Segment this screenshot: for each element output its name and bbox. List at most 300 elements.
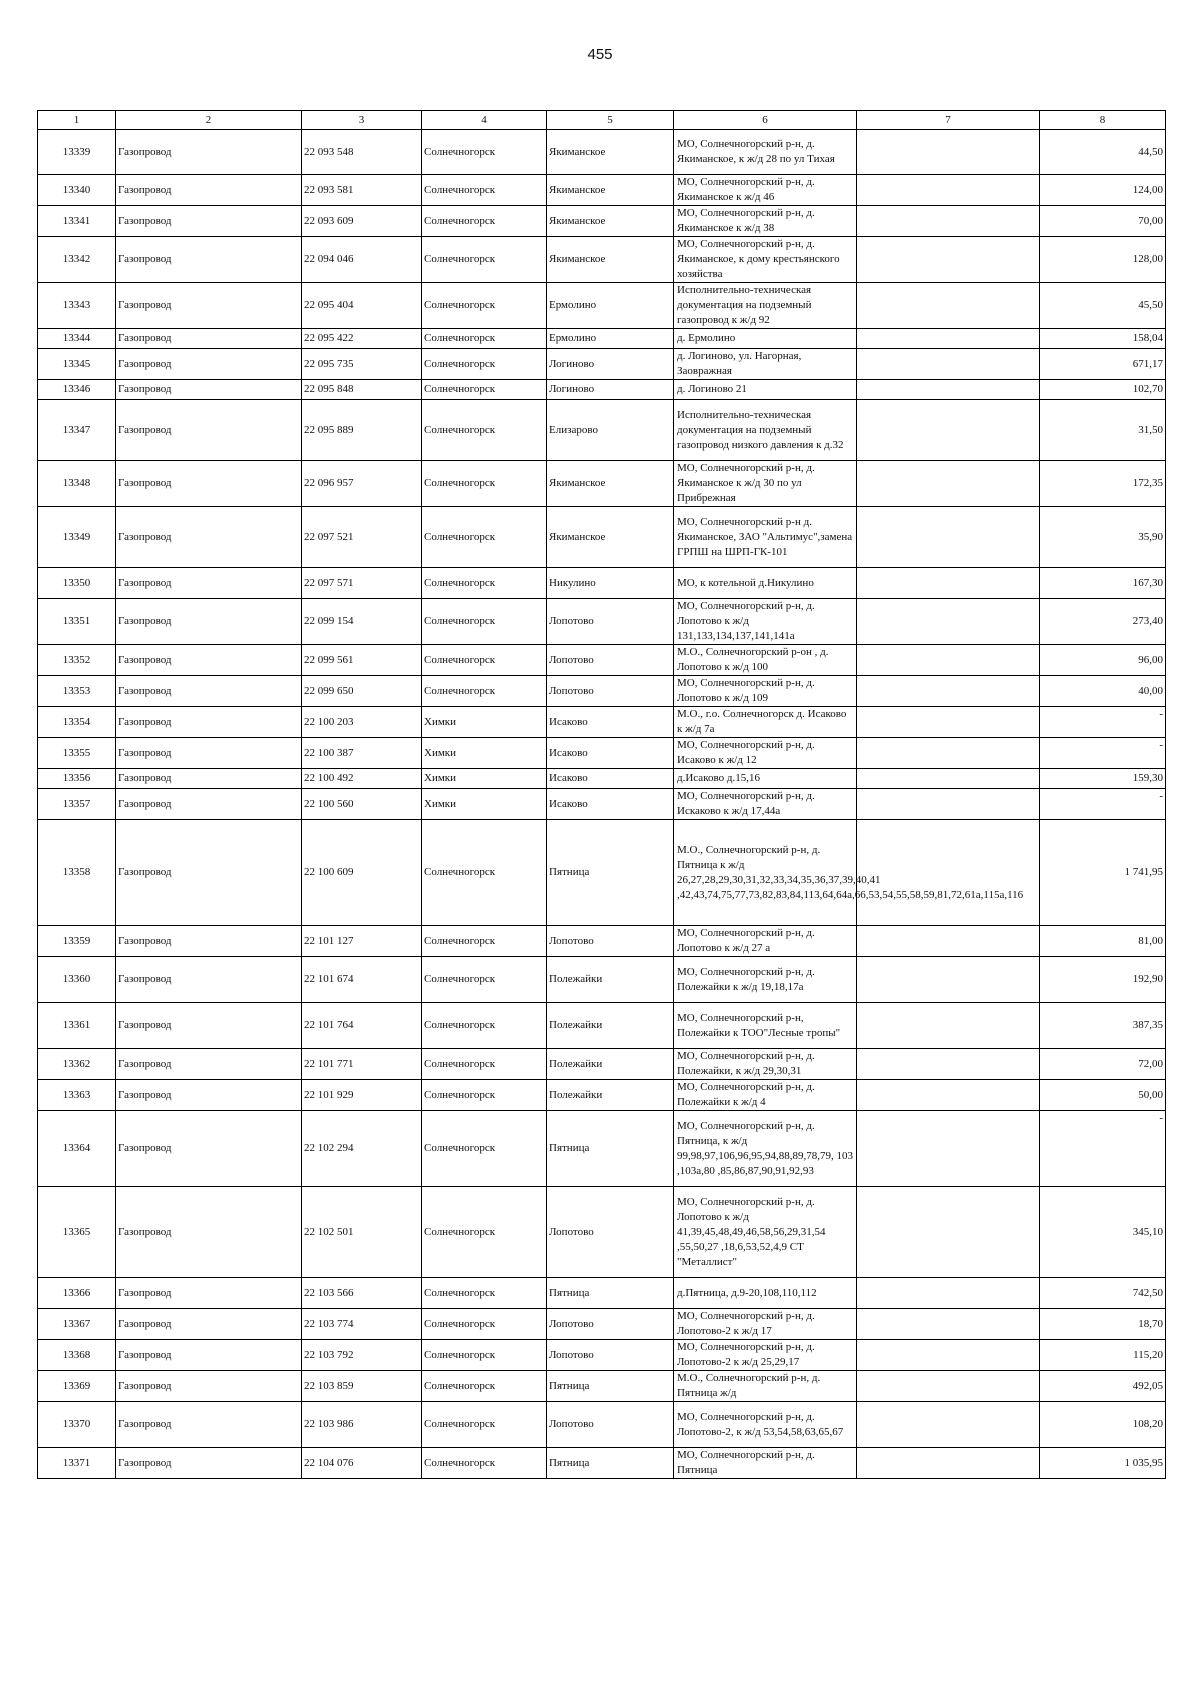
cell-value: - bbox=[1040, 738, 1166, 769]
cell-object-name: Газопровод bbox=[116, 1111, 302, 1187]
cell-column-7 bbox=[857, 1448, 1040, 1479]
registry-table bbox=[37, 110, 1166, 1479]
cell-column-7 bbox=[857, 676, 1040, 707]
cell-object-name: Газопровод bbox=[116, 820, 302, 926]
cell-value: 96,00 bbox=[1040, 645, 1166, 676]
cell-object-name: Газопровод bbox=[116, 400, 302, 461]
cell-settlement: Исаково bbox=[547, 789, 674, 820]
cell-address: МО, Солнечногорский р-н, д. Полежайки, к ж/д 29,30,31 bbox=[674, 1049, 857, 1080]
cell-column-7 bbox=[857, 769, 1040, 789]
table-row bbox=[38, 820, 1166, 926]
cell-inventory-number: 22 093 609 bbox=[302, 206, 422, 237]
table-row bbox=[38, 329, 1166, 349]
cell-inventory-number: 22 093 581 bbox=[302, 175, 422, 206]
cell-district: Солнечногорск bbox=[422, 1448, 547, 1479]
cell-column-7 bbox=[857, 926, 1040, 957]
cell-district: Солнечногорск bbox=[422, 349, 547, 380]
cell-object-name: Газопровод bbox=[116, 1278, 302, 1309]
cell-inventory-number: 22 097 521 bbox=[302, 507, 422, 568]
cell-object-name: Газопровод bbox=[116, 645, 302, 676]
cell-object-name: Газопровод bbox=[116, 1187, 302, 1278]
cell-settlement: Лопотово bbox=[547, 1402, 674, 1448]
table-row bbox=[38, 676, 1166, 707]
cell-row-number: 13356 bbox=[38, 769, 116, 789]
table-row bbox=[38, 645, 1166, 676]
cell-row-number: 13346 bbox=[38, 380, 116, 400]
cell-column-7 bbox=[857, 283, 1040, 329]
cell-settlement: Якиманское bbox=[547, 175, 674, 206]
cell-column-7 bbox=[857, 1049, 1040, 1080]
cell-district: Солнечногорск bbox=[422, 1111, 547, 1187]
cell-address: МО, Солнечногорский р-н, д. Полежайки к ж/д 4 bbox=[674, 1080, 857, 1111]
cell-row-number: 13351 bbox=[38, 599, 116, 645]
cell-settlement: Полежайки bbox=[547, 1003, 674, 1049]
cell-column-7 bbox=[857, 1278, 1040, 1309]
cell-value: 159,30 bbox=[1040, 769, 1166, 789]
cell-value: 128,00 bbox=[1040, 237, 1166, 283]
cell-object-name: Газопровод bbox=[116, 461, 302, 507]
page-number: 455 bbox=[587, 46, 613, 63]
column-header-4: 4 bbox=[422, 111, 547, 130]
cell-address: МО, Солнечногорский р-н, д. Якиманское, к ж/д 28 по ул Тихая bbox=[674, 130, 857, 175]
cell-row-number: 13345 bbox=[38, 349, 116, 380]
cell-address: МО, Солнечногорский р-н, д. Пятница, к ж/д 99,98,97,106,96,95,94,88,89,78,79, 103 ,103а,80 ,85,86,87,90,91,92,93 bbox=[674, 1111, 857, 1187]
cell-object-name: Газопровод bbox=[116, 507, 302, 568]
cell-row-number: 13347 bbox=[38, 400, 116, 461]
cell-district: Солнечногорск bbox=[422, 926, 547, 957]
cell-address: МО, Солнечногорский р-н, д. Исаково к ж/д 12 bbox=[674, 738, 857, 769]
cell-district: Солнечногорск bbox=[422, 645, 547, 676]
cell-column-7 bbox=[857, 130, 1040, 175]
cell-row-number: 13344 bbox=[38, 329, 116, 349]
cell-settlement: Полежайки bbox=[547, 1049, 674, 1080]
cell-address: МО, к котельной д.Никулино bbox=[674, 568, 857, 599]
cell-row-number: 13361 bbox=[38, 1003, 116, 1049]
cell-settlement: Якиманское bbox=[547, 206, 674, 237]
cell-object-name: Газопровод bbox=[116, 1340, 302, 1371]
cell-inventory-number: 22 100 492 bbox=[302, 769, 422, 789]
column-header-3: 3 bbox=[302, 111, 422, 130]
cell-inventory-number: 22 096 957 bbox=[302, 461, 422, 507]
table-row bbox=[38, 707, 1166, 738]
cell-settlement: Лопотово bbox=[547, 1309, 674, 1340]
cell-inventory-number: 22 102 294 bbox=[302, 1111, 422, 1187]
cell-district: Солнечногорск bbox=[422, 380, 547, 400]
cell-row-number: 13355 bbox=[38, 738, 116, 769]
cell-inventory-number: 22 101 764 bbox=[302, 1003, 422, 1049]
cell-value: 50,00 bbox=[1040, 1080, 1166, 1111]
cell-address: М.О., Солнечногорский р-н, д. Пятница ж/д bbox=[674, 1371, 857, 1402]
cell-address: д. Логиново, ул. Нагорная, Заовражная bbox=[674, 349, 857, 380]
cell-value: 70,00 bbox=[1040, 206, 1166, 237]
cell-address: д.Исаково д.15,16 bbox=[674, 769, 857, 789]
cell-inventory-number: 22 103 774 bbox=[302, 1309, 422, 1340]
cell-object-name: Газопровод bbox=[116, 599, 302, 645]
cell-address: МО, Солнечногорский р-н, д. Якиманское к ж/д 38 bbox=[674, 206, 857, 237]
cell-value: 1 035,95 bbox=[1040, 1448, 1166, 1479]
cell-address: МО, Солнечногорский р-н, д. Лопотово-2, к ж/д 53,54,58,63,65,67 bbox=[674, 1402, 857, 1448]
cell-row-number: 13370 bbox=[38, 1402, 116, 1448]
cell-value: 35,90 bbox=[1040, 507, 1166, 568]
cell-value: 45,50 bbox=[1040, 283, 1166, 329]
table-row bbox=[38, 789, 1166, 820]
cell-district: Солнечногорск bbox=[422, 599, 547, 645]
cell-column-7 bbox=[857, 1402, 1040, 1448]
cell-column-7 bbox=[857, 738, 1040, 769]
cell-column-7 bbox=[857, 1111, 1040, 1187]
cell-district: Солнечногорск bbox=[422, 461, 547, 507]
column-header-1: 1 bbox=[38, 111, 116, 130]
cell-value: 40,00 bbox=[1040, 676, 1166, 707]
cell-row-number: 13348 bbox=[38, 461, 116, 507]
cell-value: 387,35 bbox=[1040, 1003, 1166, 1049]
table-row bbox=[38, 1340, 1166, 1371]
cell-column-7 bbox=[857, 820, 1040, 926]
cell-object-name: Газопровод bbox=[116, 789, 302, 820]
cell-settlement: Логиново bbox=[547, 349, 674, 380]
cell-row-number: 13350 bbox=[38, 568, 116, 599]
cell-inventory-number: 22 103 792 bbox=[302, 1340, 422, 1371]
cell-district: Солнечногорск bbox=[422, 130, 547, 175]
cell-row-number: 13357 bbox=[38, 789, 116, 820]
cell-value: 18,70 bbox=[1040, 1309, 1166, 1340]
cell-value: 742,50 bbox=[1040, 1278, 1166, 1309]
cell-address: МО, Солнечногорский р-н, д. Лопотово к ж/д 41,39,45,48,49,46,58,56,29,31,54 ,55,50,27 ,18,6,53,52,4,9 СТ "Металлист" bbox=[674, 1187, 857, 1278]
cell-value: 345,10 bbox=[1040, 1187, 1166, 1278]
table-row bbox=[38, 769, 1166, 789]
cell-settlement: Пятница bbox=[547, 1278, 674, 1309]
cell-row-number: 13353 bbox=[38, 676, 116, 707]
cell-address: МО, Солнечногорский р-н, д. Лопотово-2 к ж/д 17 bbox=[674, 1309, 857, 1340]
cell-district: Солнечногорск bbox=[422, 1003, 547, 1049]
cell-settlement: Полежайки bbox=[547, 1080, 674, 1111]
cell-value: 192,90 bbox=[1040, 957, 1166, 1003]
cell-value: 671,17 bbox=[1040, 349, 1166, 380]
cell-settlement: Пятница bbox=[547, 1448, 674, 1479]
cell-district: Солнечногорск bbox=[422, 676, 547, 707]
column-header-5: 5 bbox=[547, 111, 674, 130]
cell-inventory-number: 22 095 889 bbox=[302, 400, 422, 461]
cell-object-name: Газопровод bbox=[116, 707, 302, 738]
column-header-8: 8 bbox=[1040, 111, 1166, 130]
cell-row-number: 13354 bbox=[38, 707, 116, 738]
cell-row-number: 13340 bbox=[38, 175, 116, 206]
cell-district: Солнечногорск bbox=[422, 329, 547, 349]
table-row bbox=[38, 283, 1166, 329]
cell-column-7 bbox=[857, 1080, 1040, 1111]
cell-object-name: Газопровод bbox=[116, 1371, 302, 1402]
cell-object-name: Газопровод bbox=[116, 329, 302, 349]
table-row bbox=[38, 1003, 1166, 1049]
cell-row-number: 13363 bbox=[38, 1080, 116, 1111]
table-row bbox=[38, 1049, 1166, 1080]
table-row bbox=[38, 1309, 1166, 1340]
cell-row-number: 13368 bbox=[38, 1340, 116, 1371]
cell-settlement: Лопотово bbox=[547, 1187, 674, 1278]
cell-settlement: Якиманское bbox=[547, 130, 674, 175]
cell-value: 81,00 bbox=[1040, 926, 1166, 957]
table-row bbox=[38, 1448, 1166, 1479]
cell-address: МО, Солнечногорский р-н, д. Искаково к ж/д 17,44а bbox=[674, 789, 857, 820]
cell-district: Солнечногорск bbox=[422, 1309, 547, 1340]
cell-district: Солнечногорск bbox=[422, 206, 547, 237]
cell-object-name: Газопровод bbox=[116, 676, 302, 707]
cell-object-name: Газопровод bbox=[116, 1049, 302, 1080]
cell-address: д.Пятница, д.9-20,108,110,112 bbox=[674, 1278, 857, 1309]
table-row bbox=[38, 738, 1166, 769]
column-header-2: 2 bbox=[116, 111, 302, 130]
cell-row-number: 13343 bbox=[38, 283, 116, 329]
table-row bbox=[38, 206, 1166, 237]
cell-inventory-number: 22 100 387 bbox=[302, 738, 422, 769]
cell-object-name: Газопровод bbox=[116, 130, 302, 175]
cell-district: Солнечногорск bbox=[422, 1340, 547, 1371]
cell-object-name: Газопровод bbox=[116, 1309, 302, 1340]
table-row bbox=[38, 349, 1166, 380]
cell-column-7 bbox=[857, 175, 1040, 206]
header-row bbox=[38, 111, 1166, 130]
cell-settlement: Лопотово bbox=[547, 926, 674, 957]
column-header-6: 6 bbox=[674, 111, 857, 130]
cell-object-name: Газопровод bbox=[116, 1402, 302, 1448]
cell-inventory-number: 22 103 566 bbox=[302, 1278, 422, 1309]
cell-object-name: Газопровод bbox=[116, 175, 302, 206]
cell-address: М.О., Солнечногорский р-он , д. Лопотово к ж/д 100 bbox=[674, 645, 857, 676]
table-body bbox=[38, 130, 1166, 1479]
cell-settlement: Елизарово bbox=[547, 400, 674, 461]
table-row bbox=[38, 1187, 1166, 1278]
cell-value: 273,40 bbox=[1040, 599, 1166, 645]
cell-object-name: Газопровод bbox=[116, 957, 302, 1003]
cell-address: МО, Солнечногорский р-н, д. Лопотово-2 к ж/д 25,29,17 bbox=[674, 1340, 857, 1371]
cell-address: Исполнительно-техническая документация на подземный газопровод низкого давления к д.32 bbox=[674, 400, 857, 461]
cell-object-name: Газопровод bbox=[116, 349, 302, 380]
cell-district: Солнечногорск bbox=[422, 1371, 547, 1402]
table-row bbox=[38, 1402, 1166, 1448]
cell-settlement: Лопотово bbox=[547, 599, 674, 645]
cell-inventory-number: 22 100 609 bbox=[302, 820, 422, 926]
cell-address: М.О., г.о. Солнечногорск д. Исаково к ж/д 7а bbox=[674, 707, 857, 738]
cell-column-7 bbox=[857, 1371, 1040, 1402]
table-row bbox=[38, 175, 1166, 206]
cell-row-number: 13364 bbox=[38, 1111, 116, 1187]
cell-column-7 bbox=[857, 461, 1040, 507]
cell-settlement: Ермолино bbox=[547, 283, 674, 329]
cell-settlement: Исаково bbox=[547, 738, 674, 769]
cell-district: Химки bbox=[422, 707, 547, 738]
cell-object-name: Газопровод bbox=[116, 769, 302, 789]
cell-settlement: Исаково bbox=[547, 707, 674, 738]
cell-settlement: Лопотово bbox=[547, 1340, 674, 1371]
cell-district: Солнечногорск bbox=[422, 1278, 547, 1309]
cell-settlement: Пятница bbox=[547, 1371, 674, 1402]
cell-inventory-number: 22 099 561 bbox=[302, 645, 422, 676]
cell-column-7 bbox=[857, 645, 1040, 676]
cell-district: Солнечногорск bbox=[422, 820, 547, 926]
cell-column-7 bbox=[857, 1187, 1040, 1278]
table-row bbox=[38, 237, 1166, 283]
table-row bbox=[38, 380, 1166, 400]
cell-address: МО, Солнечногорский р-н, д. Якиманское, к дому крестьянского хозяйства bbox=[674, 237, 857, 283]
cell-settlement: Лопотово bbox=[547, 645, 674, 676]
table-row bbox=[38, 1371, 1166, 1402]
cell-value: - bbox=[1040, 1111, 1166, 1187]
cell-column-7 bbox=[857, 206, 1040, 237]
cell-district: Солнечногорск bbox=[422, 507, 547, 568]
cell-district: Солнечногорск bbox=[422, 237, 547, 283]
cell-value: 115,20 bbox=[1040, 1340, 1166, 1371]
cell-address: МО, Солнечногорский р-н, д. Лопотово к ж/д 27 а bbox=[674, 926, 857, 957]
cell-settlement: Якиманское bbox=[547, 237, 674, 283]
cell-inventory-number: 22 099 650 bbox=[302, 676, 422, 707]
table-row bbox=[38, 1111, 1166, 1187]
cell-inventory-number: 22 100 203 bbox=[302, 707, 422, 738]
cell-object-name: Газопровод bbox=[116, 283, 302, 329]
cell-address: МО, Солнечногорский р-н, д. Полежайки к ж/д 19,18,17а bbox=[674, 957, 857, 1003]
cell-value: 108,20 bbox=[1040, 1402, 1166, 1448]
cell-inventory-number: 22 101 674 bbox=[302, 957, 422, 1003]
cell-inventory-number: 22 103 859 bbox=[302, 1371, 422, 1402]
cell-inventory-number: 22 095 422 bbox=[302, 329, 422, 349]
cell-row-number: 13367 bbox=[38, 1309, 116, 1340]
cell-district: Солнечногорск bbox=[422, 1049, 547, 1080]
cell-address: МО, Солнечногорский р-н д. Якиманское, ЗАО "Альтимус",замена ГРПШ на ШРП-ГК-101 bbox=[674, 507, 857, 568]
cell-value: 124,00 bbox=[1040, 175, 1166, 206]
cell-row-number: 13342 bbox=[38, 237, 116, 283]
cell-column-7 bbox=[857, 237, 1040, 283]
cell-row-number: 13366 bbox=[38, 1278, 116, 1309]
cell-column-7 bbox=[857, 329, 1040, 349]
column-header-7: 7 bbox=[857, 111, 1040, 130]
cell-value: 44,50 bbox=[1040, 130, 1166, 175]
table-row bbox=[38, 400, 1166, 461]
cell-object-name: Газопровод bbox=[116, 237, 302, 283]
cell-address: МО, Солнечногорский р-н, д. Лопотово к ж/д 131,133,134,137,141,141а bbox=[674, 599, 857, 645]
cell-address: д. Логиново 21 bbox=[674, 380, 857, 400]
cell-settlement: Полежайки bbox=[547, 957, 674, 1003]
cell-object-name: Газопровод bbox=[116, 380, 302, 400]
cell-column-7 bbox=[857, 707, 1040, 738]
cell-district: Солнечногорск bbox=[422, 400, 547, 461]
cell-inventory-number: 22 103 986 bbox=[302, 1402, 422, 1448]
cell-district: Солнечногорск bbox=[422, 1187, 547, 1278]
cell-column-7 bbox=[857, 507, 1040, 568]
cell-settlement: Никулино bbox=[547, 568, 674, 599]
cell-column-7 bbox=[857, 1003, 1040, 1049]
cell-address: д. Ермолино bbox=[674, 329, 857, 349]
cell-value: 1 741,95 bbox=[1040, 820, 1166, 926]
cell-settlement: Якиманское bbox=[547, 507, 674, 568]
cell-settlement: Пятница bbox=[547, 820, 674, 926]
cell-inventory-number: 22 101 771 bbox=[302, 1049, 422, 1080]
cell-district: Солнечногорск bbox=[422, 283, 547, 329]
cell-object-name: Газопровод bbox=[116, 1448, 302, 1479]
table-row bbox=[38, 130, 1166, 175]
cell-object-name: Газопровод bbox=[116, 568, 302, 599]
cell-value: - bbox=[1040, 789, 1166, 820]
table-row bbox=[38, 461, 1166, 507]
cell-settlement: Пятница bbox=[547, 1111, 674, 1187]
cell-settlement: Исаково bbox=[547, 769, 674, 789]
table-row bbox=[38, 568, 1166, 599]
cell-settlement: Лопотово bbox=[547, 676, 674, 707]
cell-district: Солнечногорск bbox=[422, 568, 547, 599]
cell-column-7 bbox=[857, 400, 1040, 461]
cell-address: МО, Солнечногорский р-н, д. Пятница bbox=[674, 1448, 857, 1479]
cell-column-7 bbox=[857, 1340, 1040, 1371]
cell-district: Солнечногорск bbox=[422, 175, 547, 206]
cell-inventory-number: 22 094 046 bbox=[302, 237, 422, 283]
cell-district: Солнечногорск bbox=[422, 957, 547, 1003]
cell-address: МО, Солнечногорский р-н, д. Якиманское к ж/д 30 по ул Прибрежная bbox=[674, 461, 857, 507]
cell-column-7 bbox=[857, 1309, 1040, 1340]
cell-inventory-number: 22 100 560 bbox=[302, 789, 422, 820]
cell-object-name: Газопровод bbox=[116, 926, 302, 957]
cell-district: Химки bbox=[422, 789, 547, 820]
cell-address: МО, Солнечногорский р-н, д. Лопотово к ж/д 109 bbox=[674, 676, 857, 707]
cell-row-number: 13339 bbox=[38, 130, 116, 175]
cell-object-name: Газопровод bbox=[116, 206, 302, 237]
cell-value: 172,35 bbox=[1040, 461, 1166, 507]
cell-district: Солнечногорск bbox=[422, 1080, 547, 1111]
cell-row-number: 13358 bbox=[38, 820, 116, 926]
cell-object-name: Газопровод bbox=[116, 1080, 302, 1111]
cell-settlement: Якиманское bbox=[547, 461, 674, 507]
cell-column-7 bbox=[857, 599, 1040, 645]
cell-district: Химки bbox=[422, 738, 547, 769]
cell-row-number: 13365 bbox=[38, 1187, 116, 1278]
cell-inventory-number: 22 095 404 bbox=[302, 283, 422, 329]
cell-settlement: Ермолино bbox=[547, 329, 674, 349]
cell-inventory-number: 22 095 735 bbox=[302, 349, 422, 380]
table-row bbox=[38, 599, 1166, 645]
cell-value: 158,04 bbox=[1040, 329, 1166, 349]
cell-row-number: 13371 bbox=[38, 1448, 116, 1479]
cell-value: 102,70 bbox=[1040, 380, 1166, 400]
cell-inventory-number: 22 099 154 bbox=[302, 599, 422, 645]
table-row bbox=[38, 1278, 1166, 1309]
cell-inventory-number: 22 095 848 bbox=[302, 380, 422, 400]
cell-inventory-number: 22 097 571 bbox=[302, 568, 422, 599]
table-row bbox=[38, 926, 1166, 957]
table-row bbox=[38, 507, 1166, 568]
cell-inventory-number: 22 101 127 bbox=[302, 926, 422, 957]
cell-address: Исполнительно-техническая документация на подземный газопровод к ж/д 92 bbox=[674, 283, 857, 329]
cell-value: 492,05 bbox=[1040, 1371, 1166, 1402]
cell-row-number: 13360 bbox=[38, 957, 116, 1003]
cell-inventory-number: 22 101 929 bbox=[302, 1080, 422, 1111]
cell-value: 167,30 bbox=[1040, 568, 1166, 599]
cell-object-name: Газопровод bbox=[116, 738, 302, 769]
cell-district: Химки bbox=[422, 769, 547, 789]
cell-row-number: 13352 bbox=[38, 645, 116, 676]
cell-column-7 bbox=[857, 349, 1040, 380]
cell-row-number: 13359 bbox=[38, 926, 116, 957]
cell-address: МО, Солнечногорский р-н, Полежайки к ТОО"Лесные тропы" bbox=[674, 1003, 857, 1049]
cell-column-7 bbox=[857, 789, 1040, 820]
cell-row-number: 13341 bbox=[38, 206, 116, 237]
cell-object-name: Газопровод bbox=[116, 1003, 302, 1049]
cell-address: МО, Солнечногорский р-н, д. Якиманское к ж/д 46 bbox=[674, 175, 857, 206]
cell-row-number: 13349 bbox=[38, 507, 116, 568]
cell-settlement: Логиново bbox=[547, 380, 674, 400]
cell-column-7 bbox=[857, 568, 1040, 599]
cell-inventory-number: 22 093 548 bbox=[302, 130, 422, 175]
cell-inventory-number: 22 104 076 bbox=[302, 1448, 422, 1479]
table-row bbox=[38, 957, 1166, 1003]
cell-column-7 bbox=[857, 957, 1040, 1003]
cell-value: 72,00 bbox=[1040, 1049, 1166, 1080]
